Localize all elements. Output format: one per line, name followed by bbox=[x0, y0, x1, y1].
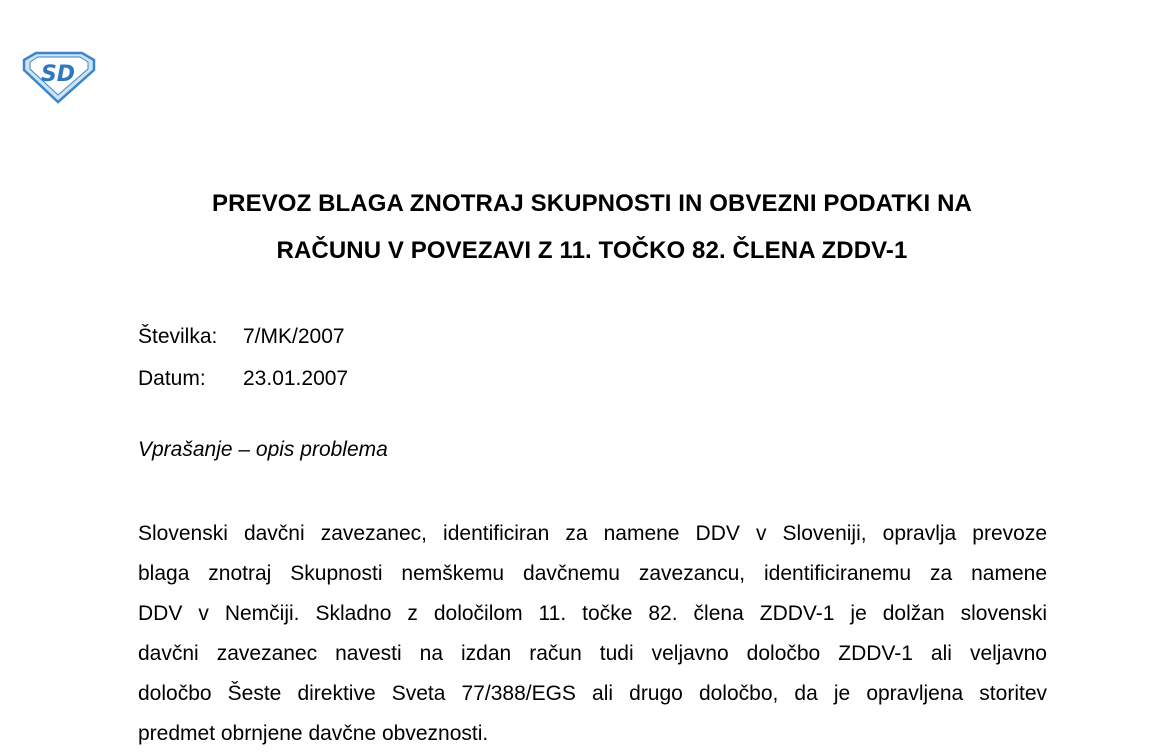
paragraph-line: blaga znotraj Skupnosti nemškemu davčnemu zavezancu, identificiranemu za namene bbox=[138, 562, 1047, 585]
title-line-1: PREVOZ BLAGA ZNOTRAJ SKUPNOSTI IN OBVEZNI PODATKI NA bbox=[212, 190, 972, 217]
paragraph-line: predmet obrnjene davčne obveznosti. bbox=[138, 722, 489, 745]
paragraph-line: davčni zavezanec navesti na izdan račun tudi veljavno določbo ZDDV-1 ali veljavno bbox=[138, 642, 1047, 665]
document-title bbox=[0, 180, 1157, 274]
date-label: Datum: bbox=[138, 367, 206, 390]
number-row bbox=[138, 316, 348, 358]
paragraph-line: Slovenski davčni zavezanec, identificiran za namene DDV v Sloveniji, opravlja prevoze bbox=[138, 522, 1047, 545]
body-paragraph bbox=[138, 514, 1047, 754]
number-value: 7/MK/2007 bbox=[243, 325, 345, 348]
date-value: 23.01.2007 bbox=[243, 367, 349, 390]
paragraph-line: določbo Šeste direktive Sveta 77/388/EGS ali drugo določbo, da je opravljena storitev bbox=[138, 682, 1047, 705]
company-logo bbox=[22, 50, 96, 104]
number-label: Številka: bbox=[138, 325, 218, 348]
diamond-sd-logo-icon bbox=[22, 50, 96, 104]
date-row bbox=[138, 358, 348, 400]
logo-letters: SD bbox=[40, 62, 76, 87]
document-meta bbox=[138, 316, 348, 400]
question-heading: Vprašanje – opis problema bbox=[138, 438, 388, 461]
paragraph-line: DDV v Nemčiji. Skladno z določilom 11. točke 82. člena ZDDV-1 je dolžan slovenski bbox=[138, 602, 1047, 625]
title-line-2: RAČUNU V POVEZAVI Z 11. TOČKO 82. ČLENA ZDDV-1 bbox=[276, 237, 908, 264]
